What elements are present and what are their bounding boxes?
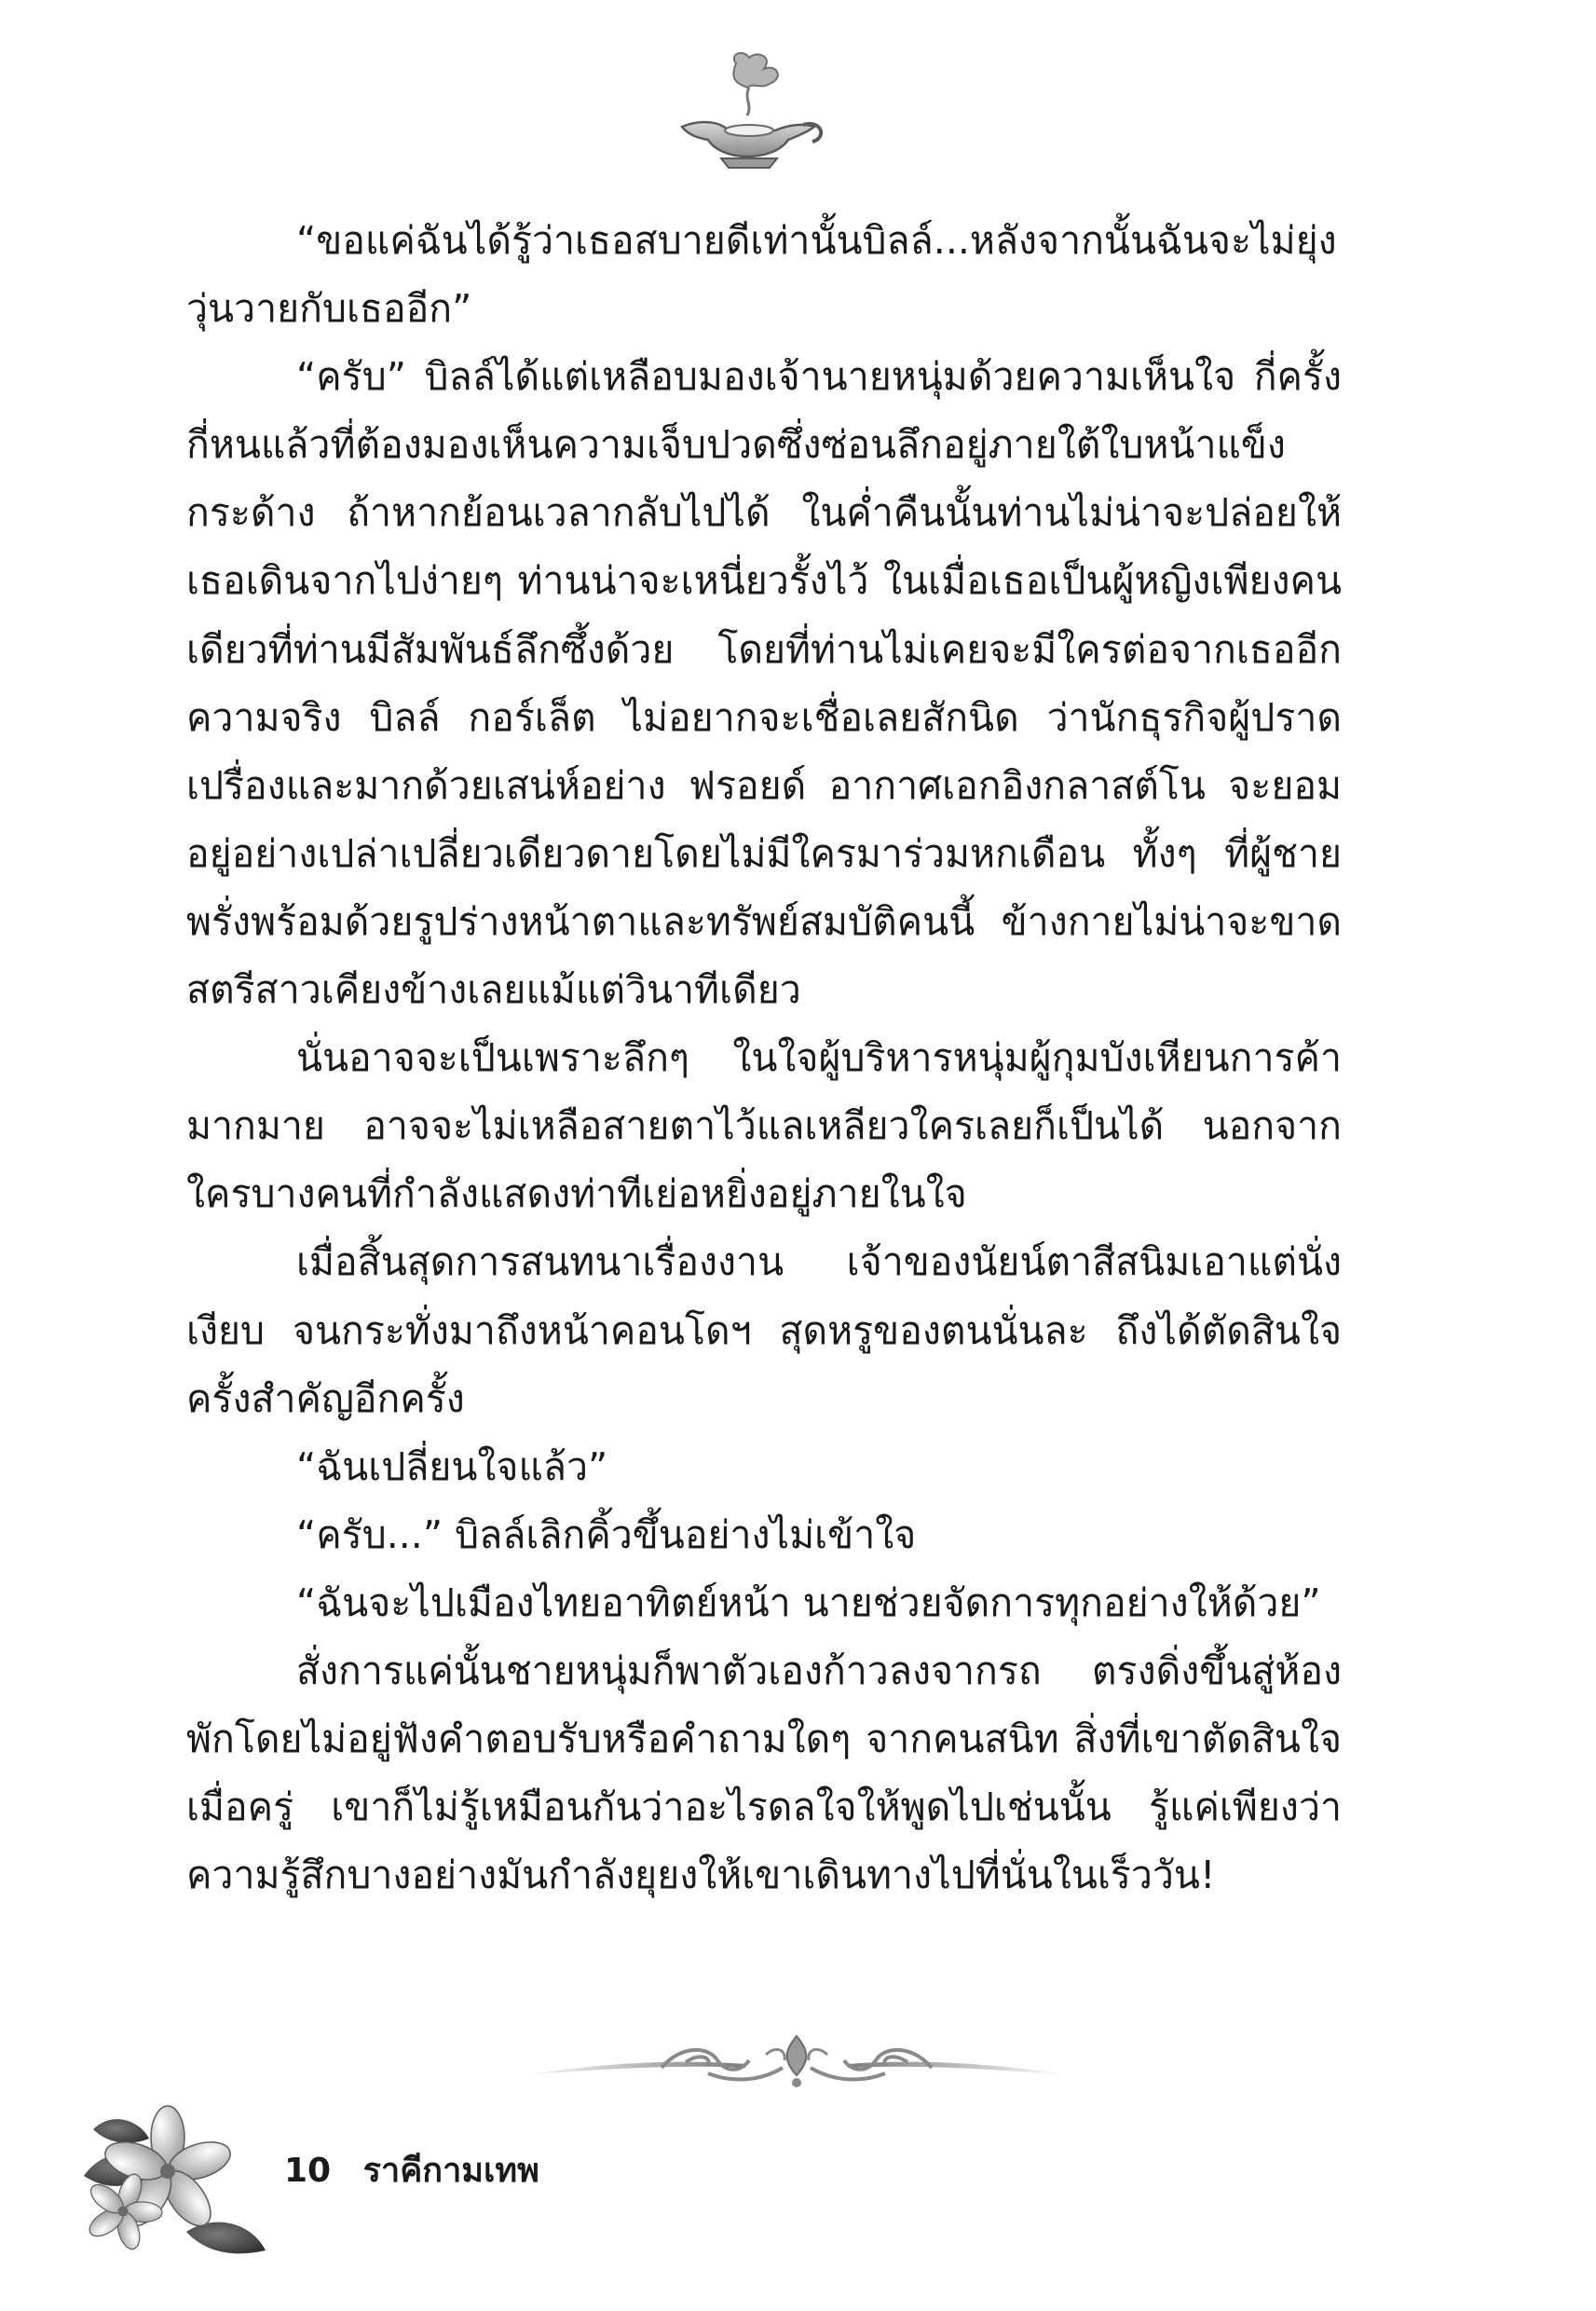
paragraph: “ครับ” บิลล์ได้แต่เหลือบมองเจ้านายหนุ่มด้วยความเห็นใจ กี่ครั้งกี่หนแล้วที่ต้องมองเห็นความเจ็บปวดซึ่งซ่อนลึกอยู่ภายใต้ใบหน้าแข็งกระด้าง ถ้าหากย้อนเวลากลับไปได้ ในค่ำคืนนั้นท่านไม่น่าจะปล่อยให้เธอเดินจากไปง่ายๆ ท่านน่าจะเหนี่ยวรั้งไว้ ในเมื่อเธอเป็นผู้หญิงเพียงคนเดียวที่ท่านมีสัมพันธ์ลึกซึ้งด้วย โดยที่ท่านไม่เคยจะมีใครต่อจากเธออีก ความจริง บิลล์ กอร์เล็ต ไม่อยากจะเชื่อเลยสักนิด ว่านักธุรกิจผู้ปราดเปรื่องและมากด้วยเสน่ห์อย่าง ฟรอยด์ อากาศเอกอิงกลาสต์โน จะยอมอยู่อย่างเปล่าเปลี่ยวเดียวดายโดยไม่มีใครมาร่วมหกเดือน ทั้งๆ ที่ผู้ชายพรั่งพร้อมด้วยรูปร่างหน้าตาและทรัพย์สมบัติคนนี้ ข้างกายไม่น่าจะขาดสตรีสาวเคียงข้างเลยแม้แต่วินาทีเดียว (186, 354, 1342, 1013)
genie-lamp-ornament-icon (663, 47, 831, 177)
page-number: 10 (284, 2152, 332, 2190)
page-footer (284, 2143, 539, 2196)
paragraph: สั่งการแค่นั้นชายหนุ่มก็พาตัวเองก้าวลงจากรถ ตรงดิ่งขึ้นสู่ห้องพักโดยไม่อยู่ฟังคำตอบรับหรือคำถามใดๆ จากคนสนิท สิ่งที่เขาตัดสินใจเมื่อครู่ เขาก็ไม่รู้เหมือนกันว่าอะไรดลใจให้พูดไปเช่นนั้น รู้แค่เพียงว่าความรู้สึกบางอย่างมันกำลังยุยงให้เขาเดินทางไปที่นั่นในเร็ววัน! (186, 1648, 1342, 1898)
frangipani-flower-icon (75, 2092, 270, 2269)
paragraph: “ครับ...” บิลล์เลิกคิ้วขึ้นอย่างไม่เข้าใจ (296, 1511, 917, 1557)
story-text (186, 207, 1342, 1909)
book-title: ราคีกามเทพ (362, 2152, 539, 2190)
flourish-divider-icon (522, 2027, 1071, 2101)
paragraph: “ขอแค่ฉันได้รู้ว่าเธอสบายดีเท่านั้นบิลล์...หลังจากนั้นฉันจะไม่ยุ่งวุ่นวายกับเธออีก” (186, 218, 1337, 332)
paragraph: “ฉันจะไปเมืองไทยอาทิตย์หน้า นายช่วยจัดการทุกอย่างให้ด้วย” (296, 1579, 1321, 1625)
paragraph: “ฉันเปลี่ยนใจแล้ว” (296, 1443, 608, 1489)
paragraph: เมื่อสิ้นสุดการสนทนาเรื่องงาน เจ้าของนัยน์ตาสีสนิมเอาแต่นั่งเงียบ จนกระทั่งมาถึงหน้าคอนโดฯ สุดหรูของตนนั่นละ ถึงได้ตัดสินใจครั้งสำคัญอีกครั้ง (186, 1239, 1342, 1421)
paragraph: นั่นอาจจะเป็นเพราะลึกๆ ในใจผู้บริหารหนุ่มผู้กุมบังเหียนการค้ามากมาย อาจจะไม่เหลือสายตาไว้แลเหลียวใครเลยก็เป็นได้ นอกจากใครบางคนที่กำลังแสดงท่าทีเย่อหยิ่งอยู่ภายในใจ (186, 1035, 1342, 1217)
